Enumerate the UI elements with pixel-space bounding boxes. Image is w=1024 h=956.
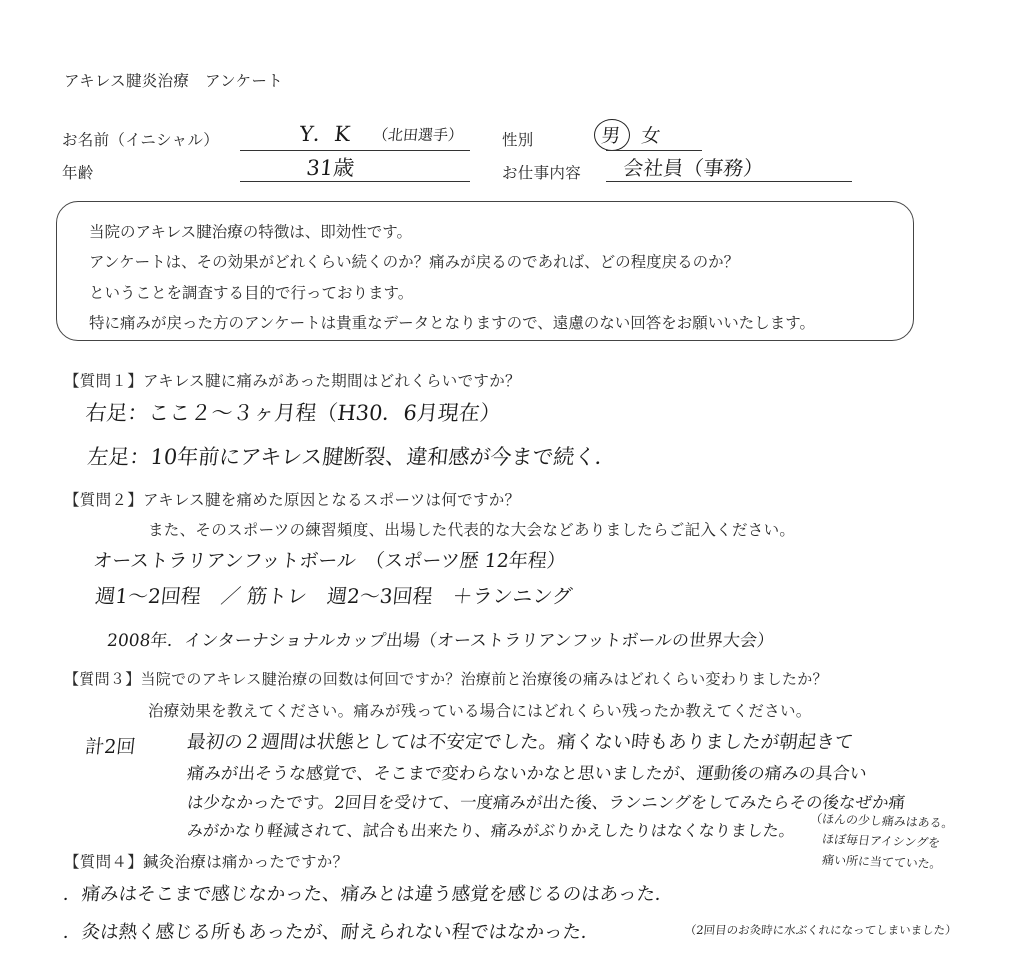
question-3-answer: 痛みが出そうな感覚で、そこまで変わらないかなと思いましたが、運動後の痛みの具合い <box>186 764 868 784</box>
question-3-count: 計2回 <box>84 736 137 758</box>
age-label: 年齢 <box>62 164 94 182</box>
question-3-answer: 最初の２週間は状態としては不安定でした。痛くない時もありましたが朝起きて <box>186 732 855 753</box>
name-underline <box>240 150 470 151</box>
question-1-label: 【質問１】アキレス腱に痛みがあった期間はどれくらいですか？ <box>64 372 521 390</box>
question-1-answer: 右足：ここ２〜３ヶ月程（H30．6月現在） <box>84 401 503 425</box>
gender-male: 男 <box>600 125 622 147</box>
question-2-label: 【質問２】アキレス腱を痛めた原因となるスポーツは何ですか？ <box>64 491 521 509</box>
age-underline <box>240 181 470 182</box>
intro-box <box>56 201 914 341</box>
intro-line: 当院のアキレス腱治療の特徴は、即効性です。 <box>89 223 413 241</box>
name-note: （北田選手） <box>372 126 465 144</box>
question-2-answer: 週1〜2回程 ／ 筋トレ 週2〜3回程 ＋ランニング <box>94 584 574 608</box>
name-label: お名前（イニシャル） <box>62 131 220 149</box>
question-3-sublabel: 治療効果を教えてください。痛みが残っている場合にはどれくらい残ったか教えてください。 <box>148 702 812 720</box>
gender-label: 性別 <box>502 131 534 149</box>
job-label: お仕事内容 <box>502 164 582 182</box>
question-3-answer: みがかなり軽減されて、試合も出来たり、痛みがぶりかえしたりはなくなりました。 <box>186 821 796 840</box>
question-4-side-note: （2回目のお灸時に水ぶくれになってしまいました） <box>684 923 958 937</box>
age-value: 31歳 <box>305 156 356 180</box>
gender-underline <box>606 150 702 151</box>
gender-female: 女 <box>640 125 662 147</box>
intro-line: 特に痛みが戻った方のアンケートは貴重なデータとなりますので、遠慮のない回答をお願いいたします。 <box>89 314 816 332</box>
question-4-answer: ．灸は熱く感じる所もあったが、耐えられない程ではなかった． <box>62 922 601 943</box>
question-4-label: 【質問４】鍼灸治療は痛かったですか？ <box>64 853 349 871</box>
name-value: Y．K <box>298 122 352 146</box>
job-value: 会社員（事務） <box>622 156 765 180</box>
question-3-side-note: （ほんの少し痛みはある。 <box>809 811 955 831</box>
intro-line: アンケートは、その効果がどれくらい続くのか？痛みが戻るのであれば、どの程度戻るのか？ <box>89 253 740 271</box>
question-3-side-note: 痛い所に当てていた。 <box>821 852 943 872</box>
intro-line: ということを調査する目的で行っております。 <box>89 284 414 302</box>
question-2-answer: 2008年．インターナショナルカップ出場（オーストラリアンフットボールの世界大会） <box>106 631 775 651</box>
question-3-side-note: ほぼ毎日アイシングを <box>821 831 942 851</box>
question-3-answer: は少なかったです。2回目を受けて、一度痛みが出た後、ランニングをしてみたらその後なぜか痛 <box>186 793 907 812</box>
question-3-label: 【質問３】当院でのアキレス腱治療の回数は何回ですか？治療前と治療後の痛みはどれくらい変わりましたか？ <box>64 670 828 688</box>
page-title: アキレス腱炎治療 アンケート <box>64 72 284 90</box>
job-underline <box>606 181 852 182</box>
question-1-answer: 左足：10年前にアキレス腱断裂、違和感が今まで続く． <box>86 445 618 469</box>
question-4-answer: ．痛みはそこまで感じなかった、痛みとは違う感覚を感じるのはあった． <box>62 884 675 905</box>
question-2-sublabel: また、そのスポーツの練習頻度、出場した代表的な大会などありましたらご記入ください。 <box>148 521 796 539</box>
question-2-answer: オーストラリアンフットボール （スポーツ歴 12年程） <box>92 550 567 572</box>
